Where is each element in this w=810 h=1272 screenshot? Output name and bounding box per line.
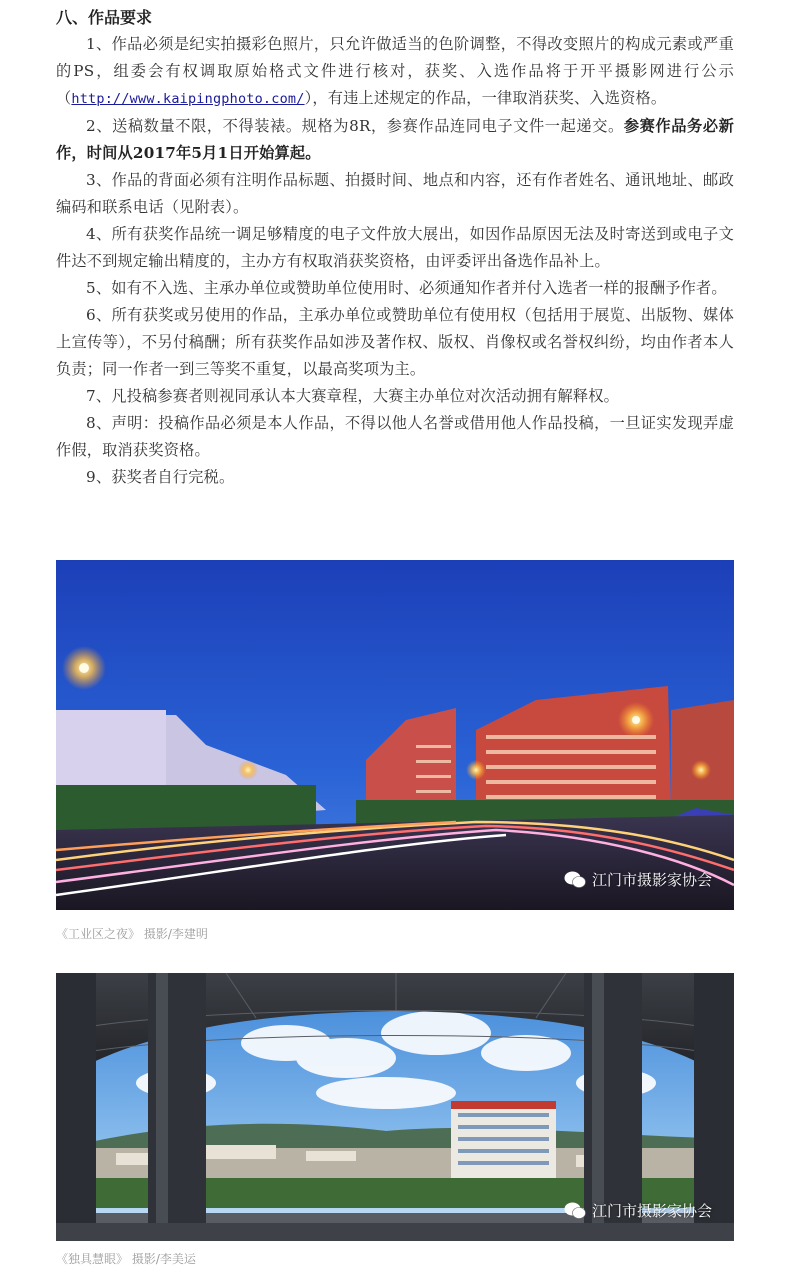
photo-industrial-night[interactable] <box>56 560 734 910</box>
paragraph-9: 9、获奖者自行完税。 <box>86 468 235 486</box>
kaiping-photo-link[interactable]: http://www.kaipingphoto.com/ <box>71 91 305 107</box>
paragraph-1-text-a: 1、作品必须是纪实拍摄彩色照片，只允许做适当的色阶调整，不得改变照片的构成元素或严重的PS，组委会有权调取原始格式文件进行核对，获奖、入选作品将于开平摄影网进行公示（ <box>56 35 734 107</box>
photo-panorama[interactable] <box>56 973 734 1241</box>
section-title: 八、作品要求 <box>56 8 153 27</box>
paragraph-2-text: 2、送稿数量不限，不得装裱。规格为8R，参赛作品连同电子文件一起递交。 <box>86 117 624 135</box>
paragraph-6: 6、所有获奖或另使用的作品，主承办单位或赞助单位有使用权（包括用于展览、出版物、媒体上宣传等），不另付稿酬；所有获奖作品如涉及著作权、版权、肖像权或名誉权纠纷，均由作者本人负责；同一作者一到三等奖不重复，以最高奖项为主。 <box>56 306 734 378</box>
wechat-icon <box>564 1202 586 1220</box>
night-scene-image <box>56 560 734 910</box>
paragraph-7: 7、凡投稿参赛者则视同承认本大赛章程，大赛主办单位对次活动拥有解释权。 <box>86 387 620 405</box>
paragraph-1 <box>56 31 734 113</box>
photo-2-watermark-text: 江门市摄影家协会 <box>591 1202 712 1220</box>
paragraph-3: 3、作品的背面必须有注明作品标题、拍摄时间、地点和内容，还有作者姓名、通讯地址、邮政编码和联系电话（见附表）。 <box>56 171 734 216</box>
paragraph-5: 5、如有不入选、主承办单位或赞助单位使用时、必须通知作者并付入选者一样的报酬予作者。 <box>86 279 727 297</box>
photo-1-caption: 《工业区之夜》 摄影/李建明 <box>56 927 208 941</box>
paragraph-2-bold: 参赛作品务必新作，时间从2017年5月1日开始算起。 <box>56 117 735 162</box>
paragraph-1-text-b: ），有违上述规定的作品，一律取消获奖、入选资格。 <box>304 89 667 107</box>
photo-2-watermark <box>564 1200 712 1221</box>
wechat-icon <box>564 871 586 889</box>
photo-2-caption: 《独具慧眼》 摄影/李美运 <box>56 1252 196 1266</box>
paragraph-4: 4、所有获奖作品统一调足够精度的电子文件放大展出，如因作品原因无法及时寄送到或电子文件达不到规定输出精度的，主办方有权取消获奖资格，由评委评出备选作品补上。 <box>56 225 734 270</box>
paragraph-2 <box>56 113 734 167</box>
photo-1-watermark <box>564 869 712 890</box>
paragraph-8: 8、声明：投稿作品必须是本人作品，不得以他人名誉或借用他人作品投稿，一旦证实发现弄虚作假，取消获奖资格。 <box>56 414 734 459</box>
photo-1-watermark-text: 江门市摄影家协会 <box>591 871 712 889</box>
article-body <box>56 0 734 491</box>
